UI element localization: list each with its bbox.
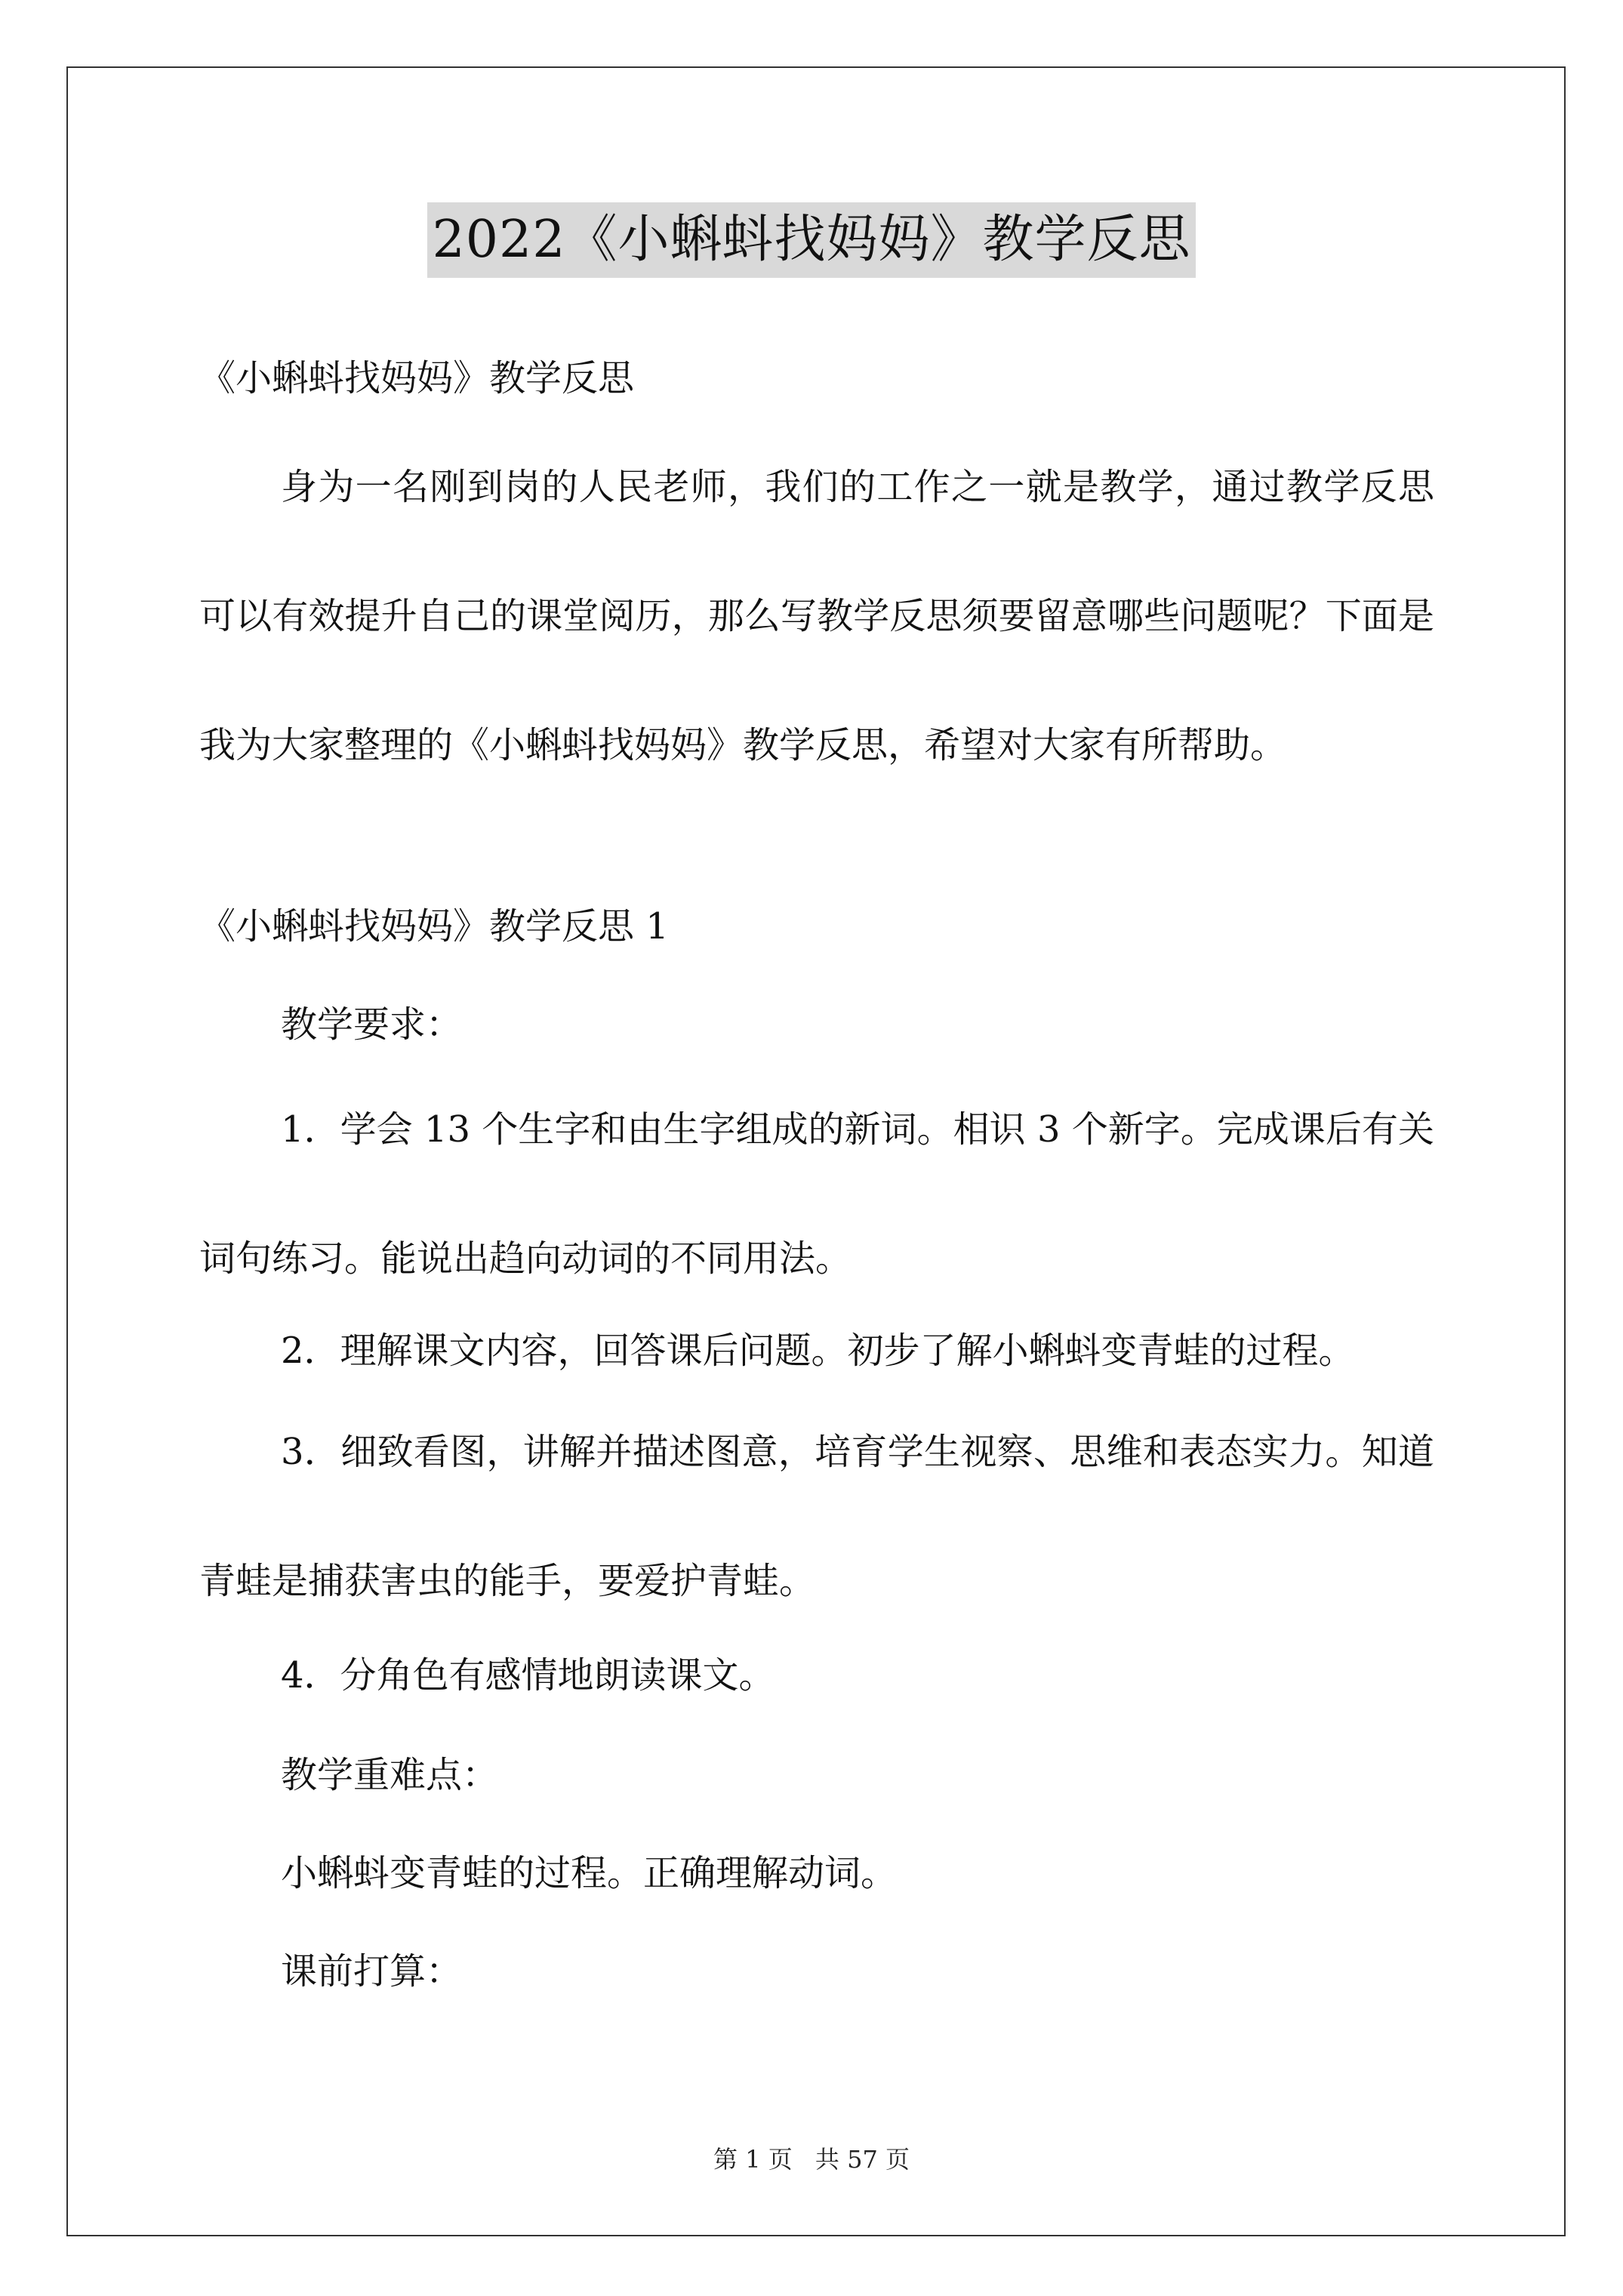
section-heading-main: 《小蝌蚪找妈妈》教学反思 <box>199 357 635 399</box>
requirement-2: 2．理解课文内容，回答课后问题。初步了解小蝌蚪变青蛙的过程。 <box>281 1330 1355 1372</box>
section-heading-1: 《小蝌蚪找妈妈》教学反思 1 <box>199 905 669 948</box>
page-total: 共 57 页 <box>815 2145 910 2174</box>
title-container <box>0 202 1623 278</box>
key-points-text: 小蝌蚪变青蛙的过程。正确理解动词。 <box>281 1852 898 1894</box>
document-title: 2022《小蝌蚪找妈妈》教学反思 <box>427 202 1195 278</box>
preparation-label: 课前打算： <box>281 1950 463 1992</box>
requirement-1: 1．学会 13 个生字和由生字组成的新词。相识 3 个新字。完成课后有关词句练习。能说出趋向动词的不同用法。 <box>199 1108 1434 1280</box>
requirement-3: 3．细致看图，讲解并描述图意，培育学生视察、思维和表态实力。知道青蛙是捕获害虫的能手，要爱护青蛙。 <box>199 1431 1434 1602</box>
key-points-label: 教学重难点： <box>281 1754 499 1796</box>
page-number: 第 1 页 <box>713 2145 793 2174</box>
intro-paragraph: 身为一名刚到岗的人民老师，我们的工作之一就是教学，通过教学反思可以有效提升自己的课堂阅历，那么写教学反思须要留意哪些问题呢？下面是我为大家整理的《小蝌蚪找妈妈》教学反思，希望对大家有所帮助。 <box>199 466 1434 766</box>
requirement-4: 4．分角色有感情地朗读课文。 <box>281 1654 775 1697</box>
page-footer <box>0 2140 1623 2175</box>
requirements-label: 教学要求： <box>281 1003 463 1046</box>
